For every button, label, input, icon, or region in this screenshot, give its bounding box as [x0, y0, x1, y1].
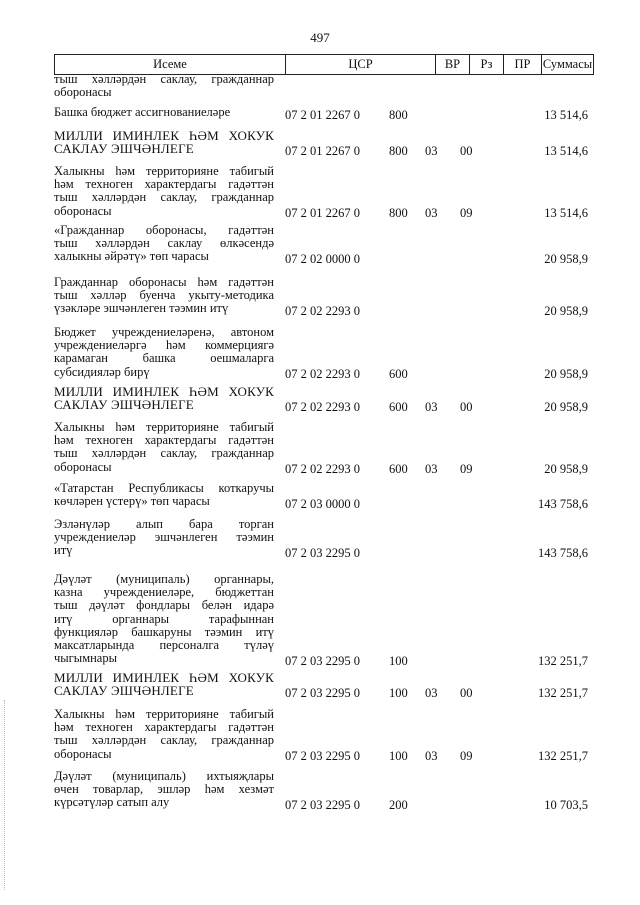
row-name-line: карамаган башка оешмаларга [54, 352, 274, 366]
row-vr: 800 [389, 206, 408, 220]
row-name-line: казна учреждениеләре, бюджеттан [54, 586, 274, 600]
table-row [0, 421, 640, 476]
scan-margin-dots [4, 700, 6, 890]
row-csr: 07 2 01 2267 0 [285, 108, 360, 122]
table-row [0, 326, 640, 381]
row-csr: 07 2 02 2293 0 [285, 367, 360, 381]
row-name-line: өчен товарлар, эшләр һәм хезмәт [54, 783, 274, 797]
row-name-line: Дәүләт (муниципаль) органнары, [54, 573, 274, 586]
row-name [54, 73, 274, 99]
row-vr: 100 [389, 686, 408, 700]
row-name [54, 573, 274, 665]
row-rz: 03 [425, 686, 438, 700]
row-csr: 07 2 02 2293 0 [285, 304, 360, 318]
row-name-line: һәм техноген характердагы гадәттән [54, 178, 274, 192]
row-vr: 600 [389, 367, 408, 381]
row-rz: 03 [425, 144, 438, 158]
row-csr: 07 2 01 2267 0 [285, 206, 360, 220]
row-name-line: оборонасы [54, 747, 112, 761]
table-row [0, 73, 640, 102]
row-name-line: тыш хәлләрдән саклау, гражданнар [54, 734, 274, 748]
row-name-line: тыш хәлләрдән саклау, гражданнар [54, 447, 274, 461]
row-sum: 10 703,5 [544, 798, 588, 812]
row-vr: 100 [389, 654, 408, 668]
row-name-line: «Татарстан Республикасы коткаручы [54, 482, 274, 495]
row-pr: 09 [460, 206, 473, 220]
column-header-pr: ПР [503, 55, 541, 74]
row-csr: 07 2 03 2295 0 [285, 798, 360, 812]
table-row [0, 276, 640, 318]
row-name-line: һәм техноген характердагы гадәттән [54, 434, 274, 448]
row-name-line: субсидияләр бирү [54, 365, 150, 379]
row-vr: 600 [389, 462, 408, 476]
row-name [54, 421, 274, 474]
row-rz: 03 [425, 462, 438, 476]
row-name-line: тыш дәүләт фондлары белән идарә [54, 599, 274, 613]
row-name [54, 106, 274, 119]
row-name [54, 385, 274, 411]
row-name-line: оборонасы [54, 204, 112, 218]
row-name-line: Бюджет учреждениеләренә, автоном [54, 326, 274, 339]
column-header-rz: Рз [469, 55, 503, 74]
row-name [54, 671, 274, 697]
row-name [54, 326, 274, 379]
row-sum: 132 251,7 [538, 686, 588, 700]
row-csr: 07 2 03 2295 0 [285, 686, 360, 700]
row-pr: 00 [460, 686, 473, 700]
page-number: 497 [310, 30, 330, 45]
row-name-line: САКЛАУ ЭШЧӘНЛЕГЕ [54, 142, 194, 156]
row-pr: 09 [460, 749, 473, 763]
table-row [0, 106, 640, 122]
row-name-line: чыгымнары [54, 652, 118, 666]
row-name-line: һәм техноген характердагы гадәттән [54, 721, 274, 735]
row-name-line: итү органнары тарафыннан [54, 612, 274, 626]
row-sum: 132 251,7 [538, 749, 588, 763]
row-name [54, 129, 274, 155]
row-name-line: МИЛЛИ ИМИНЛЕК ҺӘМ ХОКУК [54, 671, 274, 685]
row-pr: 00 [460, 400, 473, 414]
row-name-line: тыш хәлләрдән саклау өлкәсендә [54, 237, 274, 251]
column-header-csr: ЦСР [285, 55, 435, 74]
row-sum: 143 758,6 [538, 497, 588, 511]
row-name-line: максатларында персоналга түләү [54, 639, 274, 653]
row-csr: 07 2 02 0000 0 [285, 252, 360, 266]
row-name-line: Эзләнүләр алып бара торган [54, 518, 274, 531]
row-csr: 07 2 03 2295 0 [285, 654, 360, 668]
row-name [54, 276, 274, 316]
row-name [54, 708, 274, 761]
table-row [0, 573, 640, 668]
row-sum: 132 251,7 [538, 654, 588, 668]
row-name-line: итү [54, 544, 73, 558]
row-sum: 20 958,9 [544, 400, 588, 414]
row-csr: 07 2 02 2293 0 [285, 462, 360, 476]
row-name-line: Гражданнар оборонасы һәм гадәттән [54, 276, 274, 289]
row-name-line: САКЛАУ ЭШЧӘНЛЕГЕ [54, 684, 194, 698]
row-name-line: учреждениеләр эшчәнлеген тәэмин [54, 531, 274, 545]
row-csr: 07 2 03 0000 0 [285, 497, 360, 511]
row-name-line: Халыкны һәм территорияне табигый [54, 165, 274, 178]
table-row [0, 671, 640, 700]
row-pr: 00 [460, 144, 473, 158]
row-name-line: тыш хәлләрдән саклау, гражданнар [54, 73, 274, 86]
row-name-line: МИЛЛИ ИМИНЛЕК ҺӘМ ХОКУК [54, 129, 274, 143]
row-name [54, 224, 274, 264]
column-header-vr: ВР [435, 55, 469, 74]
row-sum: 20 958,9 [544, 462, 588, 476]
table-row [0, 129, 640, 158]
row-name-line: оборонасы [54, 86, 112, 100]
table-row [0, 708, 640, 763]
row-name-line: тыш хәлләр буенча укыту-методика [54, 289, 274, 303]
table-row [0, 385, 640, 414]
row-name-line: МИЛЛИ ИМИНЛЕК ҺӘМ ХОКУК [54, 385, 274, 399]
row-sum: 13 514,6 [544, 144, 588, 158]
row-name-line: Халыкны һәм территорияне табигый [54, 421, 274, 434]
table-header [54, 54, 594, 75]
row-sum: 20 958,9 [544, 304, 588, 318]
row-name-line: үзәкләре эшчәнлеген тәэмин итү [54, 302, 229, 316]
row-name-line: Башка бюджет ассигнованиеләре [54, 106, 231, 119]
table-row [0, 770, 640, 812]
row-csr: 07 2 02 2293 0 [285, 400, 360, 414]
row-vr: 600 [389, 400, 408, 414]
row-csr: 07 2 01 2267 0 [285, 144, 360, 158]
row-name [54, 165, 274, 218]
row-rz: 03 [425, 206, 438, 220]
row-name-line: функцияләр башкаруны тәэмин итү [54, 625, 274, 639]
row-name-line: күрсәтүләр сатып алу [54, 796, 170, 810]
table-row [0, 165, 640, 220]
row-name [54, 482, 274, 508]
row-name-line: Халыкны һәм территорияне табигый [54, 708, 274, 721]
row-vr: 800 [389, 144, 408, 158]
row-vr: 100 [389, 749, 408, 763]
column-header-name: Исеме [153, 57, 187, 71]
row-name-line: оборонасы [54, 460, 112, 474]
row-vr: 200 [389, 798, 408, 812]
table-row [0, 482, 640, 511]
row-sum: 20 958,9 [544, 367, 588, 381]
row-name-line: көчләрен үстерү» төп чарасы [54, 495, 210, 509]
row-vr: 800 [389, 108, 408, 122]
row-sum: 13 514,6 [544, 108, 588, 122]
row-pr: 09 [460, 462, 473, 476]
row-name-line: учреждениеләргә һәм коммерциягә [54, 339, 274, 353]
row-name-line: халыкны әйрәтү» төп чарасы [54, 250, 209, 264]
row-name [54, 518, 274, 558]
column-header-sum: Суммасы [541, 55, 593, 74]
row-csr: 07 2 03 2295 0 [285, 749, 360, 763]
row-name-line: САКЛАУ ЭШЧӘНЛЕГЕ [54, 398, 194, 412]
row-name-line: тыш хәлләрдән саклау, гражданнар [54, 191, 274, 205]
row-name-line: «Гражданнар оборонасы, гадәттән [54, 224, 274, 237]
row-csr: 07 2 03 2295 0 [285, 546, 360, 560]
row-sum: 13 514,6 [544, 206, 588, 220]
row-name-line: Дәүләт (муниципаль) ихтыяҗлары [54, 770, 274, 783]
row-sum: 20 958,9 [544, 252, 588, 266]
row-sum: 143 758,6 [538, 546, 588, 560]
table-row [0, 518, 640, 560]
row-rz: 03 [425, 400, 438, 414]
row-rz: 03 [425, 749, 438, 763]
row-name [54, 770, 274, 810]
table-row [0, 224, 640, 266]
